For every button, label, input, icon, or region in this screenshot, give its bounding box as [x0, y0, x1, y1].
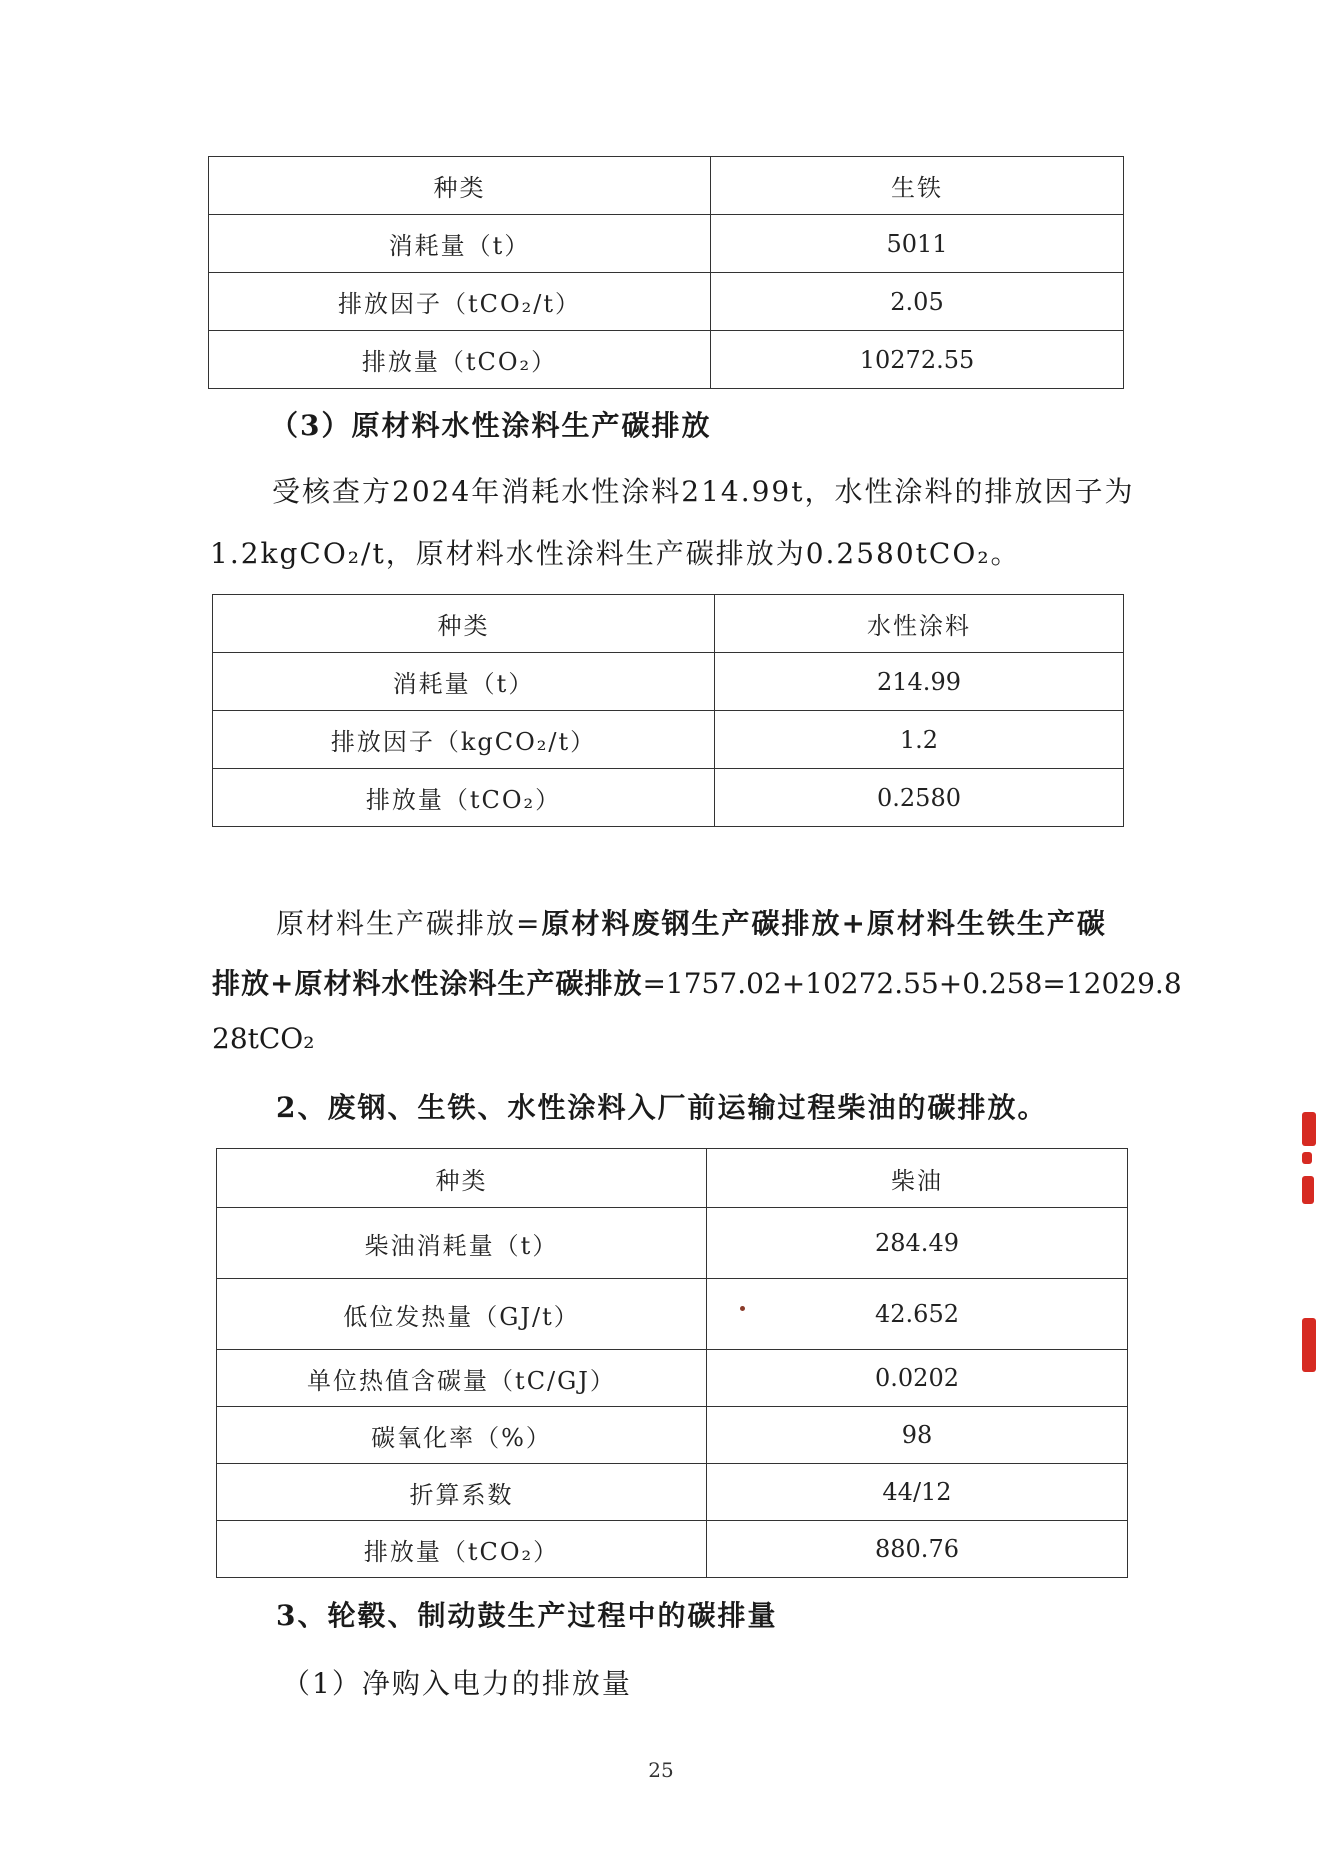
header-cell: 种类 — [209, 157, 711, 215]
page-number: 25 — [648, 1758, 674, 1782]
table-row — [213, 653, 1124, 711]
table-row — [213, 769, 1124, 827]
seal-stamp-fragment — [1302, 1176, 1314, 1204]
table-row — [209, 273, 1124, 331]
summary-line: 28tCO₂ — [212, 1022, 315, 1055]
row-label: 折算系数 — [217, 1464, 707, 1521]
table-row — [217, 1521, 1128, 1578]
paragraph-line: 1.2kgCO₂/t，原材料水性涂料生产碳排放为0.2580tCO₂。 — [210, 537, 1021, 570]
table-header-row — [209, 157, 1124, 215]
row-value: 42.652 — [707, 1279, 1128, 1350]
summary-line — [276, 902, 1107, 942]
pig-iron-table — [208, 156, 1124, 389]
row-label: 排放因子（kgCO₂/t） — [213, 711, 715, 769]
table-row — [209, 331, 1124, 389]
section-heading: （3）原材料水性涂料生产碳排放 — [270, 409, 712, 442]
row-value: 98 — [707, 1407, 1128, 1464]
ink-dot — [740, 1306, 745, 1311]
table-row — [217, 1350, 1128, 1407]
paragraph-line: 受核查方2024年消耗水性涂料214.99t，水性涂料的排放因子为 — [272, 475, 1135, 508]
row-label: 柴油消耗量（t） — [217, 1208, 707, 1279]
row-label: 碳氧化率（%） — [217, 1407, 707, 1464]
row-label: 消耗量（t） — [213, 653, 715, 711]
row-label: 低位发热量（GJ/t） — [217, 1279, 707, 1350]
section-heading: 3、轮毂、制动鼓生产过程中的碳排量 — [276, 1599, 778, 1632]
diesel-table — [216, 1148, 1128, 1578]
row-label: 消耗量（t） — [209, 215, 711, 273]
header-cell: 生铁 — [711, 157, 1124, 215]
row-label: 排放量（tCO₂） — [217, 1521, 707, 1578]
row-value: 5011 — [711, 215, 1124, 273]
row-label: 排放量（tCO₂） — [209, 331, 711, 389]
table-row — [217, 1279, 1128, 1350]
row-value: 0.0202 — [707, 1350, 1128, 1407]
table-row — [209, 215, 1124, 273]
summary-text-bold: 排放+原材料水性涂料生产碳排放 — [212, 967, 643, 1000]
header-cell: 种类 — [213, 595, 715, 653]
row-value: 10272.55 — [711, 331, 1124, 389]
seal-stamp-fragment — [1302, 1318, 1316, 1372]
seal-stamp-fragment — [1302, 1152, 1312, 1164]
summary-line — [212, 962, 1182, 1002]
header-cell: 柴油 — [707, 1149, 1128, 1208]
row-value: 1.2 — [715, 711, 1124, 769]
row-value: 0.2580 — [715, 769, 1124, 827]
waterborne-coating-table — [212, 594, 1124, 827]
summary-text: =1757.02+10272.55+0.258=12029.8 — [642, 967, 1182, 1000]
summary-text: 原材料生产碳排放= — [276, 907, 542, 940]
row-label: 单位热值含碳量（tC/GJ） — [217, 1350, 707, 1407]
row-label: 排放量（tCO₂） — [213, 769, 715, 827]
table-header-row — [213, 595, 1124, 653]
seal-stamp-fragment — [1302, 1112, 1316, 1146]
section-heading: 2、废钢、生铁、水性涂料入厂前运输过程柴油的碳排放。 — [276, 1091, 1048, 1124]
table-row — [217, 1407, 1128, 1464]
subsection-heading: （1）净购入电力的排放量 — [282, 1667, 632, 1700]
row-value: 44/12 — [707, 1464, 1128, 1521]
table-header-row — [217, 1149, 1128, 1208]
table-row — [217, 1464, 1128, 1521]
row-value: 214.99 — [715, 653, 1124, 711]
table-row — [217, 1208, 1128, 1279]
header-cell: 种类 — [217, 1149, 707, 1208]
row-value: 880.76 — [707, 1521, 1128, 1578]
row-label: 排放因子（tCO₂/t） — [209, 273, 711, 331]
row-value: 284.49 — [707, 1208, 1128, 1279]
row-value: 2.05 — [711, 273, 1124, 331]
summary-text-bold: 原材料废钢生产碳排放+原材料生铁生产碳 — [541, 907, 1107, 940]
header-cell: 水性涂料 — [715, 595, 1124, 653]
table-row — [213, 711, 1124, 769]
